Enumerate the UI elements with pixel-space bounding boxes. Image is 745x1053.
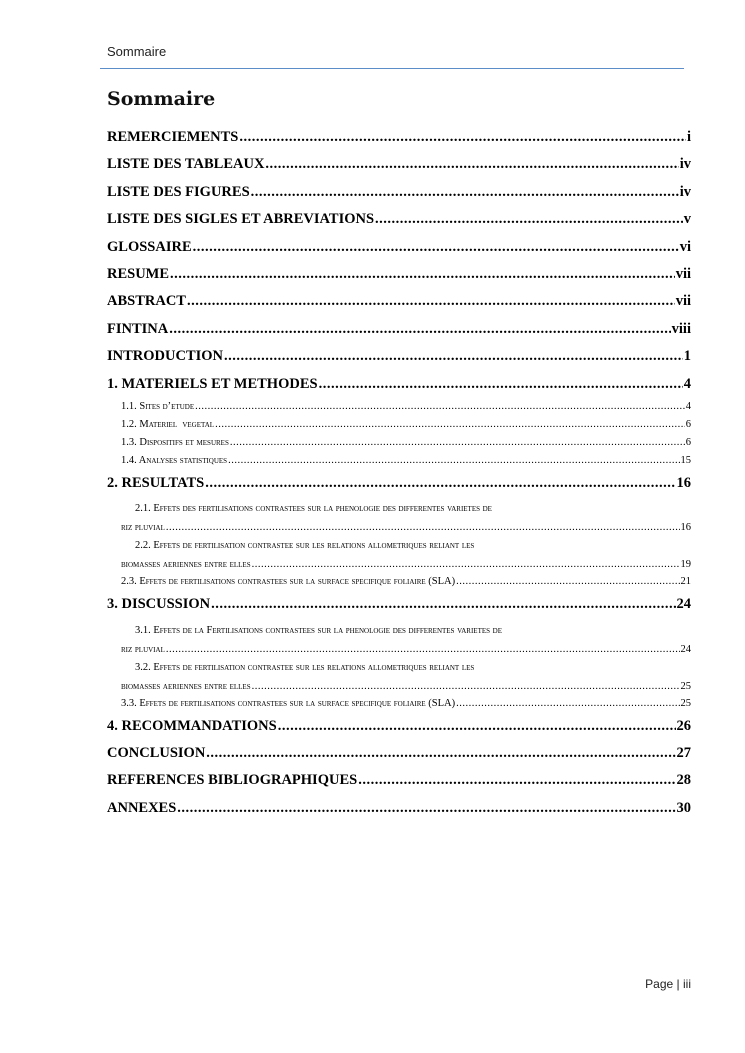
footer-separator: | xyxy=(676,977,680,991)
toc-subentry-page: 6 xyxy=(685,418,691,430)
toc-subentry-surface-specifique[interactable] xyxy=(107,695,691,713)
dot-leader xyxy=(169,316,670,343)
dot-leader xyxy=(230,434,685,452)
toc-entry-label: 1. MATERIELS ET METHODES xyxy=(107,375,318,392)
dot-leader xyxy=(252,556,680,573)
dot-leader xyxy=(166,641,680,658)
toc-entry-references[interactable] xyxy=(107,767,691,794)
dot-leader xyxy=(278,713,676,740)
toc-entry-label: CONCLUSION xyxy=(107,745,206,762)
toc-entry-label: REFERENCES BIBLIOGRAPHIQUES xyxy=(107,772,358,789)
toc-subentry-page: 6 xyxy=(685,436,691,448)
header-divider xyxy=(100,68,684,69)
toc-entry-introduction[interactable] xyxy=(107,343,691,370)
toc-subentry-relations-allometriques[interactable] xyxy=(107,536,691,573)
toc-entry-page: 30 xyxy=(676,799,691,816)
toc-entry-page: vi xyxy=(679,238,691,255)
dot-leader xyxy=(456,695,679,713)
toc-subentry-label: 2.2. Effets de fertilisation contrastee sur les relations allometriques reliant les xyxy=(135,540,475,552)
toc-entry-label: 4. RECOMMANDATIONS xyxy=(107,717,277,734)
toc-subentry-page: 15 xyxy=(680,454,691,466)
toc-subentry-label: 2.1. Effets des fertilisations contrastees sur la phenologie des differentes varietes de xyxy=(135,503,492,515)
toc-entry-label: 3. DISCUSSION xyxy=(107,596,211,613)
running-header: Sommaire xyxy=(107,44,167,59)
dot-leader xyxy=(239,124,686,151)
toc-entry-resultats[interactable] xyxy=(107,470,691,497)
toc-entry-label: 2. RESULTATS xyxy=(107,474,205,491)
toc-entry-label: ANNEXES xyxy=(107,799,177,816)
toc-entry-page: viii xyxy=(671,320,691,337)
toc-subentry-label: 1.1. Sites d’etude xyxy=(121,400,195,412)
toc-entry-conclusion[interactable] xyxy=(107,740,691,767)
toc-subentry-sites-etude[interactable] xyxy=(107,398,691,416)
toc-entry-materiels-methodes[interactable] xyxy=(107,371,691,398)
page-title: Sommaire xyxy=(107,88,216,110)
toc-subentry-page: 24 xyxy=(680,643,691,655)
toc-entry-page: iv xyxy=(679,156,691,173)
toc-entry-remerciements[interactable] xyxy=(107,124,691,151)
toc-entry-recommandations[interactable] xyxy=(107,713,691,740)
dot-leader xyxy=(228,452,679,470)
dot-leader xyxy=(224,343,683,370)
dot-leader xyxy=(193,234,679,261)
dot-leader xyxy=(211,591,675,618)
toc-entry-label: INTRODUCTION xyxy=(107,348,224,365)
toc-subentry-page: 16 xyxy=(680,522,691,534)
toc-entry-page: 24 xyxy=(676,596,691,613)
dot-leader xyxy=(166,519,680,536)
toc-subentry-materiel-vegetal[interactable] xyxy=(107,416,691,434)
dot-leader xyxy=(358,767,675,794)
toc-subentry-label: 3.1. Effets de la Fertilisations contrastees sur la phenologie des differentes varietes de xyxy=(135,624,502,636)
toc-subentry-analyses-statistiques[interactable] xyxy=(107,452,691,470)
toc-subentry-label-continued: biomasses aeriennes entre elles xyxy=(121,559,251,571)
toc-subentry-phenologie[interactable] xyxy=(107,619,691,658)
toc-subentry-label: 1.2. Materiel vegetal xyxy=(121,418,215,430)
toc-subentry-phenologie[interactable] xyxy=(107,497,691,536)
toc-entry-page: i xyxy=(686,129,691,145)
toc-entry-resume[interactable] xyxy=(107,261,691,288)
toc-entry-page: 16 xyxy=(676,474,691,491)
toc-subentry-page: 25 xyxy=(680,697,691,709)
toc-entry-annexes[interactable] xyxy=(107,795,691,822)
toc-subentry-label-continued: biomasses aeriennes entre elles xyxy=(121,680,251,692)
toc-entry-abstract[interactable] xyxy=(107,288,691,315)
toc-subentry-page: 19 xyxy=(680,559,691,571)
toc-subentry-page: 4 xyxy=(685,400,691,412)
dot-leader xyxy=(170,261,675,288)
toc-subentry-surface-specifique[interactable] xyxy=(107,573,691,591)
footer-page-prefix: Page xyxy=(645,977,674,991)
dot-leader xyxy=(187,288,675,315)
toc-entry-label: LISTE DES FIGURES xyxy=(107,183,250,200)
toc-entry-liste-tableaux[interactable] xyxy=(107,151,691,178)
toc-subentry-page: 21 xyxy=(680,576,691,588)
toc-entry-label: RESUME xyxy=(107,265,170,282)
toc-entry-fintina[interactable] xyxy=(107,316,691,343)
toc-entry-label: LISTE DES TABLEAUX xyxy=(107,156,265,173)
toc-entry-label: GLOSSAIRE xyxy=(107,238,192,255)
toc-subentry-label: 2.3. Effets de fertilisations contrastees sur la surface specifique foliaire (SLA) xyxy=(121,576,456,588)
toc-subentry-label: 1.3. Dispositifs et mesures xyxy=(121,436,229,448)
toc-subentry-label-continued: riz pluvial xyxy=(121,643,165,655)
toc-entry-page: 1 xyxy=(683,348,691,365)
toc-entry-label: ABSTRACT xyxy=(107,293,186,310)
dot-leader xyxy=(265,151,678,178)
toc-entry-page: 4 xyxy=(683,375,691,392)
toc-entry-page: iv xyxy=(679,183,691,200)
toc-subentry-dispositifs-mesures[interactable] xyxy=(107,434,691,452)
dot-leader xyxy=(456,573,679,591)
dot-leader xyxy=(177,795,675,822)
dot-leader xyxy=(319,371,683,398)
toc-entry-discussion[interactable] xyxy=(107,591,691,618)
toc-entry-label: REMERCIEMENTS xyxy=(107,129,239,145)
toc-entry-label: LISTE DES SIGLES ET ABREVIATIONS xyxy=(107,211,375,228)
dot-leader xyxy=(205,470,675,497)
page-footer xyxy=(645,977,691,991)
toc-entry-glossaire[interactable] xyxy=(107,234,691,261)
toc-entry-page: v xyxy=(683,211,691,228)
toc-subentry-label: 3.2. Effets de fertilisation contrastee sur les relations allometriques reliant les xyxy=(135,661,475,673)
toc-subentry-label-continued: riz pluvial xyxy=(121,522,165,534)
toc-subentry-relations-allometriques[interactable] xyxy=(107,658,691,695)
toc-entry-liste-sigles[interactable] xyxy=(107,206,691,233)
toc-entry-page: vii xyxy=(675,265,691,282)
footer-page-number: iii xyxy=(683,977,691,991)
toc-entry-page: 27 xyxy=(676,745,691,762)
toc-entry-label: FINTINA xyxy=(107,320,169,337)
toc-entry-page: vii xyxy=(675,293,691,310)
dot-leader xyxy=(215,416,685,434)
dot-leader xyxy=(252,678,680,695)
table-of-contents xyxy=(107,124,691,822)
dot-leader xyxy=(251,179,679,206)
dot-leader xyxy=(206,740,675,767)
dot-leader xyxy=(195,398,685,416)
toc-subentry-page: 25 xyxy=(680,680,691,692)
toc-entry-page: 28 xyxy=(676,772,691,789)
toc-entry-liste-figures[interactable] xyxy=(107,179,691,206)
toc-subentry-label: 1.4. Analyses statistiques xyxy=(121,454,228,466)
dot-leader xyxy=(375,206,683,233)
toc-entry-page: 26 xyxy=(676,717,691,734)
toc-subentry-label: 3.3. Effets de fertilisations contrastees sur la surface specifique foliaire (SLA) xyxy=(121,697,456,709)
